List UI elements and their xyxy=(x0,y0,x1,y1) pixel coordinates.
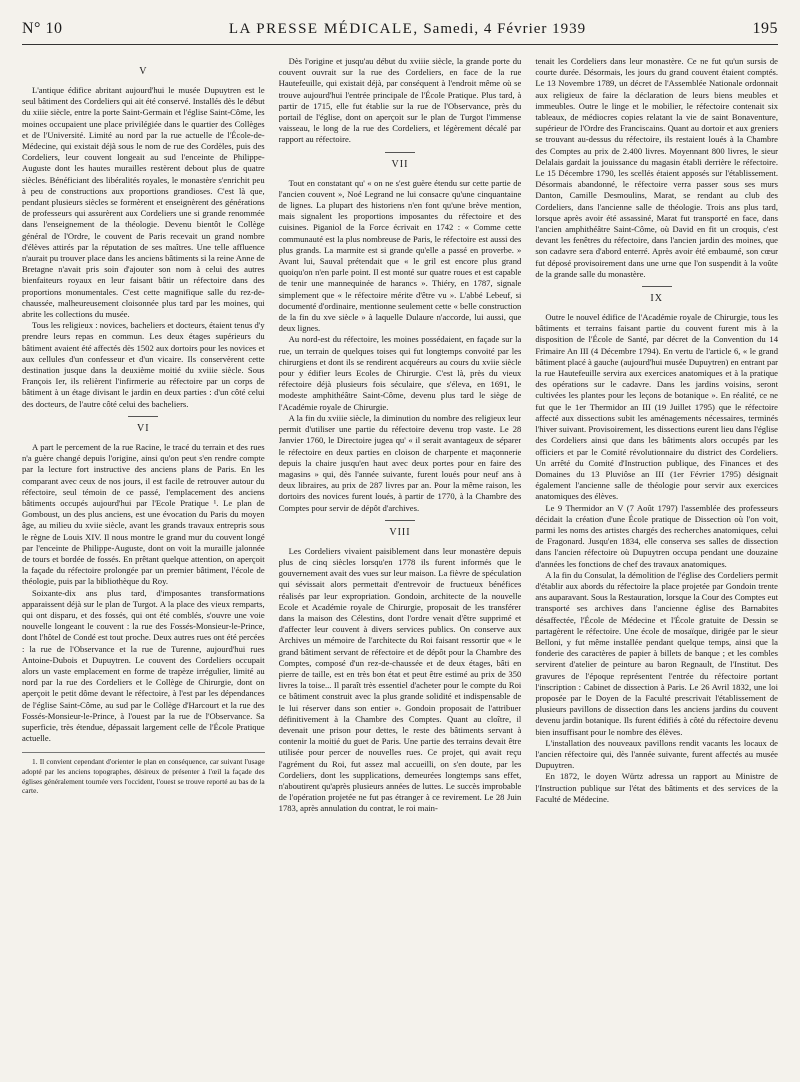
header-title xyxy=(229,21,586,38)
column-2 xyxy=(279,56,522,1074)
footnote xyxy=(22,752,265,795)
paragraph: Tout en constatant qu' « on ne s'est guère étendu sur cette partie de l'ancien couvent », Noé Legrand ne lui consacre qu'une cinquantaine de lignes. La plupart des historiens n'en font qu'une brève mention, mais signalent les proportions imposantes du réfectoire et des cuisines. Piganiol de la Force écrivait en 1742 : « Comme cette communauté est la plus nombreuse de Paris, le réfectoire est aussi des plus grands. La marmite est si grande qu'elle a passé en proverbe. » Avant lui, Sauval prétendait que « le gril est encore plus grand quoiqu'on n'en parle point. Il est monté sur quatre roues et est capable de tenir une mannequinée de harancs ». Thiéry, en 1787, signale simplement que « le réfectoire mérite d'être vu ». L'abbé Lebeuf, si documenté d'ordinaire, mentionne seulement cette « belle construction de la fin du xve siècle » à laquelle Dulaure n'accorde, lui aussi, que deux lignes. xyxy=(278,177,522,334)
running-head xyxy=(22,20,778,45)
issue-number: N° 10 xyxy=(22,20,63,37)
journal-name: LA PRESSE MÉDICALE, xyxy=(228,21,419,37)
paragraph: A la fin du Consulat, la démolition de l'église des Cordeliers permit d'établir aux abords du réfectoire la place projetée par Gondoin trente ans auparavant. Sous la Restauration, lorsque la Cour des Comptes eut transporté ses archives dans l'ancienne église des Barnabites désaffectée, l'École de Médecine et l'École gratuite de Dessin se partagèrent le réfectoire. Une école de mosaïque, dirigée par le sieur Belloni, y fut même installée pendant quelque temps, ainsi que la fonderie des caractères de papier à billets de banque ; et les combles servirent d'atelier de peinture au baron Regnault, de l'Institut. Des gravures de l'époque représentent l'entrée du réfectoire portant l'inscription : Cabinet de dissection à Paris. Le 26 Avril 1832, une loi proposée par le Doyen de la Faculté prescrivait l'établissement de plusieurs pavillons de dissection dans les anciens jardins du couvent devenu jardin botanique. Ils furent édifiés à côté du réfectoire devenu bien insuffisant pour le nombre des élèves. xyxy=(535,569,778,737)
paragraph: Soixante-dix ans plus tard, d'imposantes transformations apparaissent déjà sur le plan de Turgot. A la place des vieux remparts, qui ont disparu, et des fossés, qui ont été comblés, s'ouvre une voie nouvelle longeant le couvent : la rue des Fossés-Monsieur-le-Prince, dont l'hôtel de Condé est tout proche. Deux autres rues ont été percées : la rue de l'Observance et la rue de Turenne, aujourd'hui rues Antoine-Dubois et Dupuytren. Le couvent des Cordeliers occupait alors un vaste emplacement en forme de trapèze irrégulier, limité au nord par la rue des Cordeliers et le Collège de Chirurgie, dont on aperçoit le petit dôme devant le réfectoire, à l'est par les dépendances de l'église Saint-Côme, au sud par le Collège d'Harcourt et la rue des Fossés-Monsieur-le-Prince, à l'ouest par la rue de l'Observance. Sa superficie, très étendue, dépassait largement celle de l'École Pratique actuelle. xyxy=(22,587,265,744)
paragraph: L'installation des nouveaux pavillons rendit vacants les locaux de l'ancien réfectoire qui, dès l'année suivante, furent affectés au musée Dupuytren. xyxy=(535,737,778,771)
paragraph: Dès l'origine et jusqu'au début du xviiie siècle, la grande porte du couvent ouvrait sur la rue des Cordeliers, en face de la rue Hautefeuille, qui existait déjà, par conséquent à l'endroit même où se trouve aujourd'hui l'entrée principale de l'École Pratique. Plus tard, à partir de 1715, elle fut établie sur la rue de l'Observance, près du portail de l'église, dont on aperçoit sur le plan de Turgot l'immense vaisseau, le long de la rue des Cordeliers, et légèrement décalé par rapport au réfectoire. xyxy=(278,56,522,145)
paragraph: A la fin du xviiie siècle, la diminution du nombre des religieux leur permit d'utiliser une partie du réfectoire devenu trop vaste. Le 28 Janvier 1760, le Directoire jugea qu' « il serait avantageux de séparer le réfectoire en deux parties en cloison de charpente et maçonnerie depuis la chaire jusqu'en haut avec deux portes pour en faire des magasins » qui, dès l'année suivante, furent loués pour neuf ans à deux libraires, au prix de 287 livres par an. Pour la même raison, les dortoirs des novices furent loués, à partir de 1770, à la Chambre des Comptes pour servir de dépôt d'archives. xyxy=(278,412,522,513)
section-heading-ix: IX xyxy=(650,293,663,305)
section-heading-vi: VI xyxy=(137,422,150,434)
section-divider xyxy=(385,152,415,153)
paragraph: Le 9 Thermidor an V (7 Août 1797) l'assemblée des professeurs décidait la création d'une École pratique de Dissection où l'on voit, parmi les noms des artistes chargés des recherches anatomiques, celui de Fragonard. Jusqu'en 1834, elle conserva ses salles de dissection dans l'ancien réfectoire où Dupuytren occupa pendant une douzaine d'années les fonctions de chef des travaux anatomiques. xyxy=(535,502,778,569)
footnote-text: 1. Il convient cependant d'orienter le plan en conséquence, car suivant l'usage adopté par les anciens topographes, désireux de présenter à l'œil la façade des églises généralement tournée vers l'occident, l'ouest se trouve reporté au bas de la carte. xyxy=(22,757,265,796)
article-columns xyxy=(22,56,778,1074)
paragraph: A part le percement de la rue Racine, le tracé du terrain et des rues n'a guère changé depuis l'origine, ainsi qu'on peut s'en rendre compte par la lecture fort instructive des anciens plans de Paris. En les comparant avec ceux de nos jours, il est facile de retrouver autour du réfectoire, seul témoin de ce passé, l'emplacement des anciens bâtiments occupés aujourd'hui par l'Ecole Pratique ¹. Le plan de Gomboust, un des plus anciens, est une évocation du Paris du moyen âge, au milieu du xviie siècle, avant les grands travaux entrepris sous le règne de Louis XIV. Il nous montre le grand mur du couvent longé par l'enceinte de Philippe-Auguste, dont on voit la muraille jalonnée de tours et bordée de fossés. En prêtant quelque attention, on aperçoit la façade du réfectoire prolongée par un premier bâtiment, l'école de théologie, puis par la bibliothèque du Roy. xyxy=(22,441,265,587)
section-divider xyxy=(128,416,158,417)
column-1 xyxy=(22,56,265,1074)
paragraph: En 1872, le doyen Würtz adressa un rapport au Ministre de l'Instruction publique sur l'état des bâtiments et des services de la Faculté de Médecine. xyxy=(535,771,778,804)
paragraph: Les Cordeliers vivaient paisiblement dans leur monastère depuis plus de cinq siècles lorsqu'en 1778 ils furent informés que le gouvernement avait des vues sur leur maison. La fièvre de spéculation qui sévissait alors permettait d'entrevoir de fructueux bénéfices réalisés par leur expropriation. Gondoin, architecte de la nouvelle Ecole et Académie royale de Chirurgie, proposait de les transférer dans la maison des Célestins, dont l'ordre venait d'être supprimé et d'affecter leur couvent à divers services publics. On conserve aux Archives un mémoire de l'architecte du Roi faisant ressortir que « le grand bâtiment servant de réfectoire et de dépôt pour la Chambre des Comptes, composé d'un rez-de-chaussée et de deux étages, bâti en pierre de taille, est en très bon état et peut être estimé au prix de 350 livres la toise... Il paraît très essentiel d'acheter pour le compte du Roi ce bâtiment construit avec la plus grande solidité et indispensable de le lui réserver dans son entier ». Gondoin proposait de l'attribuer définitivement à la Chambre des Comptes. Quant au cloître, il devenait une prison pour dettes, le reste des bâtiments servant à contenir la moitié du guet de Paris. Une partie des terrains devait être utilisée pour percer de nouvelles rues. Ce projet, qui avait reçu l'agrément du Roi, fut assez mal accueilli, on s'en doute, par les Cordeliers, dont les supplications, demeurées longtemps sans effet, n'aboutirent qu'après plusieurs années de luttes. Le succès improbable de l'opération projetée ne fut pas étranger à ce revirement. Le 28 Juin 1783, après annulation du contrat, le roi main- xyxy=(278,545,522,814)
paragraph: Tous les religieux : novices, bacheliers et docteurs, étaient tenus d'y prendre leurs repas en commun. Les deux étages supérieurs du bâtiment avaient été affectés dès 1502 aux dortoirs pour les novices et aux cellules d'un confesseur et d'un vicaire. Ils conservèrent cette destination jusque dans la deuxième moitié du xviiie siècle. Sous François Ier, ils relièrent l'infirmerie au réfectoire par un corps de bâtiment à un étage divisant le jardin en deux parties : d'un côté celui des docteurs, de l'autre côté celui des bacheliers. xyxy=(22,320,265,409)
issue-date: Samedi, 4 Février 1939 xyxy=(423,21,587,37)
section-divider xyxy=(385,520,415,521)
section-heading-vii: VII xyxy=(391,158,409,170)
paragraph: L'antique édifice abritant aujourd'hui le musée Dupuytren est le seul bâtiment des Cordeliers qui ait été conservé. Installés dès le début du xiiie siècle, entre la porte Saint-Germain et l'église Saint-Côme, les moines occupaient une place privilégiée dans le quartier des Collèges et de l'Université. Limité au nord par la rue actuelle de l'École-de-Médecine, qui existait déjà sous le nom de rue des Cordèles, puis des Cordeliers, leur couvent longeait au sud l'enceinte de Philippe-Auguste dont les hautes murailles restèrent debout plus de quatre siècles. Bénéficiant des libéralités royales, le monastère s'enrichit peu à peu de constructions aux proportions grandioses. C'est là que, pendant plusieurs siècles se formèrent et enseignèrent des générations de professeurs qui assurèrent aux Cordeliers une si grande renommée dans l'enseignement de la théologie. Devenu bientôt le Collège général de l'Ordre, le couvent de Paris recevait un grand nombre d'élèves attirés par la réputation de ses maîtres. Une telle affluence n'aurait pu trouver place dans les anciens bâtiments si la reine Anne de Bretagne n'avait pris soin d'ajouter son nom à celui des autres bienfaiteurs royaux en leur faisant bâtir un réfectoire dans des proportions monumentales. C'est cette magnifique salle du rez-de-chaussée, malheureusement cloisonnée plus tard par les moines, qui abrite les collections du musée. xyxy=(22,85,265,320)
section-divider xyxy=(642,286,672,287)
paragraph: Outre le nouvel édifice de l'Académie royale de Chirurgie, tous les bâtiments et terrains faisant partie du couvent furent mis à la disposition de l'École de Santé, par décret de la Convention du 14 Frimaire An III (4 Décembre 1794). En vertu de l'article 6, « le grand bâtiment placé à gauche (aujourd'hui musée Dupuytren) en entrant par la rue Hautefeuille servira aux exercices anatomiques et à la pratique des opérations sur le cadavre. Dans les jardins voisins, seront cultivées les plantes pour les leçons de botanique ». En réalité, ce ne fut que le 1er Thermidor an III (19 Juillet 1795) que le réfectoire affecté aux dissections subit les aménagements nécessaires, terminés l'hiver suivant. Provisoirement, les dissections eurent lieu dans l'église des Cordeliers ainsi que dans les bâtiments alors occupés par les officiers et par le Comité révolutionnaire du district des Cordeliers. Un arrêté du Comité d'Instruction publique, des Finances et des Domaines du 13 Pluviôse an III (1er Février 1795) désignait également l'ancienne salle de théologie pour servir aux exercices anatomiques des élèves. xyxy=(535,312,778,502)
section-heading-v: V xyxy=(139,66,148,77)
section-heading-viii: VIII xyxy=(389,526,411,538)
page-number: 195 xyxy=(752,20,778,37)
paragraph: tenait les Cordeliers dans leur monastère. Ce ne fut qu'un sursis de courte durée. Désormais, les jours du grand couvent étaient comptés. Le 13 Novembre 1789, un décret de l'Assemblée Nationale ordonnait aux religieux de faire la déclaration de leurs biens meubles et immeubles. Outre le linge et le mobilier, le réfectoire contenait six tableaux, de médiocres copies relatant la vie de saint Bonaventure, supérieur de l'Ordre des Franciscains. Quant au dortoir et aux greniers se trouvant au-dessus du réfectoire, ils restaient loués à la Chambre des Comptes au prix de 2.400 livres. Moyennant 800 livres, le sieur Delalais gardait la jouissance du magasin établi derrière le réfectoire. Le 15 Décembre 1790, les scellés étaient apposés sur l'établissement. Désormais abandonné, le réfectoire verra passer sous ses murs Danton, Camille Desmoulins, Marat, se rendant au club des Cordeliers, dans l'ancienne salle de théologie. Trois ans plus tard, lorsque après avoir été assassiné, Marat fut transporté en face, dans l'ancien amphithéâtre Saint-Côme, où David en fit un croquis, c'est devant les fenêtres du réfectoire, dans l'ancien jardin des moines, que son cadavre sera d'abord enterré. Après avoir été embaumé, son cœur fut déposé provisoirement dans une urne que l'on suspendit à la voûte de la grande salle du monastère. xyxy=(535,56,778,279)
column-3 xyxy=(535,56,778,1074)
paragraph: Au nord-est du réfectoire, les moines possédaient, en façade sur la rue, un terrain de quelques toises qui fut longtemps convoité par les chirurgiens et dont ils se rendirent acquéreurs au cours du xviie siècle pour y édifier leurs Ecoles de Chirurgie. C'est là, près du vieux réfectoire déjà plusieurs fois séculaire, que s'éleva, en 1691, le modeste amphithéâtre Saint-Côme, devenu plus tard le siège de l'Académie royale de Chirurgie. xyxy=(278,334,522,412)
